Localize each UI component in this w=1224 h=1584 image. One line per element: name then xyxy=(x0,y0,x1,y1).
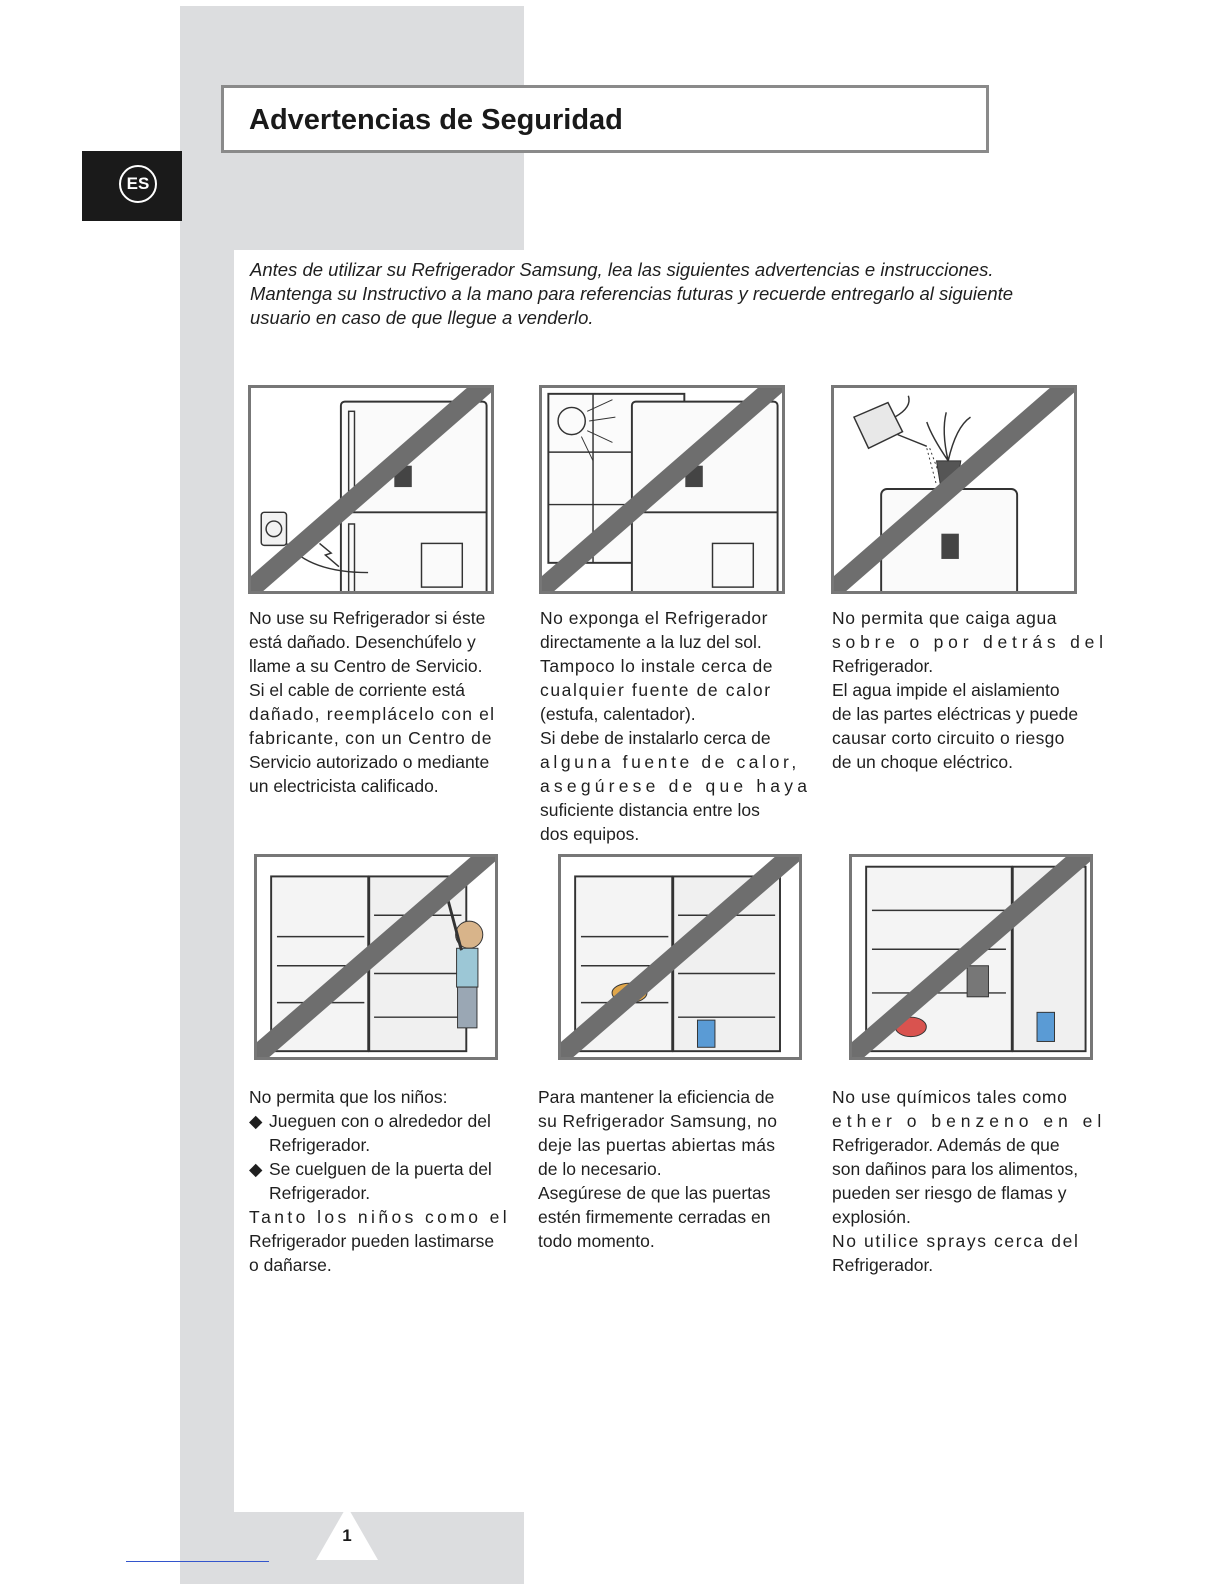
text-line: (estufa, calentador). xyxy=(540,704,696,724)
title-box xyxy=(221,85,989,153)
water-on-refrigerator-icon xyxy=(831,385,1077,594)
text-line: o dañarse. xyxy=(249,1255,332,1275)
text-line: directamente a la luz del sol. xyxy=(540,632,762,652)
text-line: suficiente distancia entre los xyxy=(540,800,760,820)
bullet-item xyxy=(249,1109,514,1157)
page-number: 1 xyxy=(342,1526,352,1545)
bullet-text: Se cuelguen de la puerta del Refrigerador. xyxy=(269,1159,492,1203)
text-line: No permita que caiga agua xyxy=(832,608,1058,628)
text-line: sobre o por detrás del xyxy=(832,632,1108,652)
text-line: Servicio autorizado o mediante xyxy=(249,752,490,772)
warning-text-doors xyxy=(538,1085,788,1253)
refrigerator-sunlight-icon xyxy=(539,385,785,594)
text-line: cualquier fuente de calor xyxy=(540,680,772,700)
language-badge: ES xyxy=(119,165,157,203)
text-line: asegúrese de que haya xyxy=(540,776,812,796)
page-number-marker xyxy=(314,1504,380,1562)
damaged-refrigerator-outlet-icon xyxy=(248,385,494,594)
text-line: alguna fuente de calor, xyxy=(540,752,800,772)
warning-text-sunlight xyxy=(540,606,812,846)
intro-line: usuario en caso de que llegue a venderlo. xyxy=(250,307,594,328)
text-line: su Refrigerador Samsung, no xyxy=(538,1111,778,1131)
warning-text-children xyxy=(249,1085,511,1277)
text-line: de las partes eléctricas y puede xyxy=(832,704,1079,724)
text-line: Asegúrese de que las puertas xyxy=(538,1183,771,1203)
text-line: fabricante, con un Centro de xyxy=(249,728,493,748)
text-line: explosión. xyxy=(832,1207,911,1227)
text-line: Refrigerador. xyxy=(832,656,934,676)
footer-link-underline xyxy=(126,1561,269,1562)
text-line: son dañinos para los alimentos, xyxy=(832,1159,1079,1179)
text-line: deje las puertas abiertas más xyxy=(538,1135,776,1155)
text-line: Para mantener la eficiencia de xyxy=(538,1087,775,1107)
text-line: pueden ser riesgo de flamas y xyxy=(832,1183,1067,1203)
text-line: de un choque eléctrico. xyxy=(832,752,1013,772)
text-line: Refrigerador pueden lastimarse xyxy=(249,1231,495,1251)
text-line: dos equipos. xyxy=(540,824,640,844)
text-line: todo momento. xyxy=(538,1231,655,1251)
text-line: está dañado. Desenchúfelo y xyxy=(249,632,476,652)
warning-text-damaged xyxy=(249,606,499,798)
text-line: ether o benzeno en el xyxy=(832,1111,1107,1131)
chemicals-in-refrigerator-icon xyxy=(849,854,1093,1060)
text-line: El agua impide el aislamiento xyxy=(832,680,1060,700)
text-line: No use químicos tales como xyxy=(832,1087,1068,1107)
text-line: estén firmemente cerradas en xyxy=(538,1207,771,1227)
text-line: No use su Refrigerador si éste xyxy=(249,608,486,628)
text-line: Tanto los niños como el xyxy=(249,1207,511,1227)
text-line: Si debe de instalarlo cerca de xyxy=(540,728,771,748)
bullet-diamond-icon: ◆ xyxy=(249,1111,263,1131)
intro-line: Antes de utilizar su Refrigerador Samsung, lea las siguientes advertencias e instrucciones. xyxy=(250,259,994,280)
text-line: causar corto circuito o riesgo xyxy=(832,728,1065,748)
open-doors-icon xyxy=(558,854,802,1060)
page-title: Advertencias de Seguridad xyxy=(249,104,623,136)
warning-text-chemicals xyxy=(832,1085,1107,1277)
text-line: de lo necesario. xyxy=(538,1159,662,1179)
bullet-item xyxy=(249,1157,499,1205)
intro-paragraph xyxy=(250,258,1100,330)
text-line: Refrigerador. xyxy=(832,1255,934,1275)
warning-text-water xyxy=(832,606,1108,774)
intro-line: Mantenga su Instructivo a la mano para referencias futuras y recuerde entregarlo al siguiente xyxy=(250,283,1014,304)
language-tab xyxy=(82,151,182,221)
text-line: llame a su Centro de Servicio. xyxy=(249,656,483,676)
child-hanging-door-icon xyxy=(254,854,498,1060)
text-line: Refrigerador. Además de que xyxy=(832,1135,1060,1155)
text-line: dañado, reemplácelo con el xyxy=(249,704,496,724)
bullet-text: Jueguen con o alrededor del Refrigerador. xyxy=(269,1111,491,1155)
text-line: No exponga el Refrigerador xyxy=(540,608,768,628)
text-line: Tampoco lo instale cerca de xyxy=(540,656,774,676)
text-line: Si el cable de corriente está xyxy=(249,680,465,700)
text-line: No permita que los niños: xyxy=(249,1087,448,1107)
text-line: un electricista calificado. xyxy=(249,776,439,796)
bullet-diamond-icon: ◆ xyxy=(249,1159,263,1179)
text-line: No utilice sprays cerca del xyxy=(832,1231,1080,1251)
